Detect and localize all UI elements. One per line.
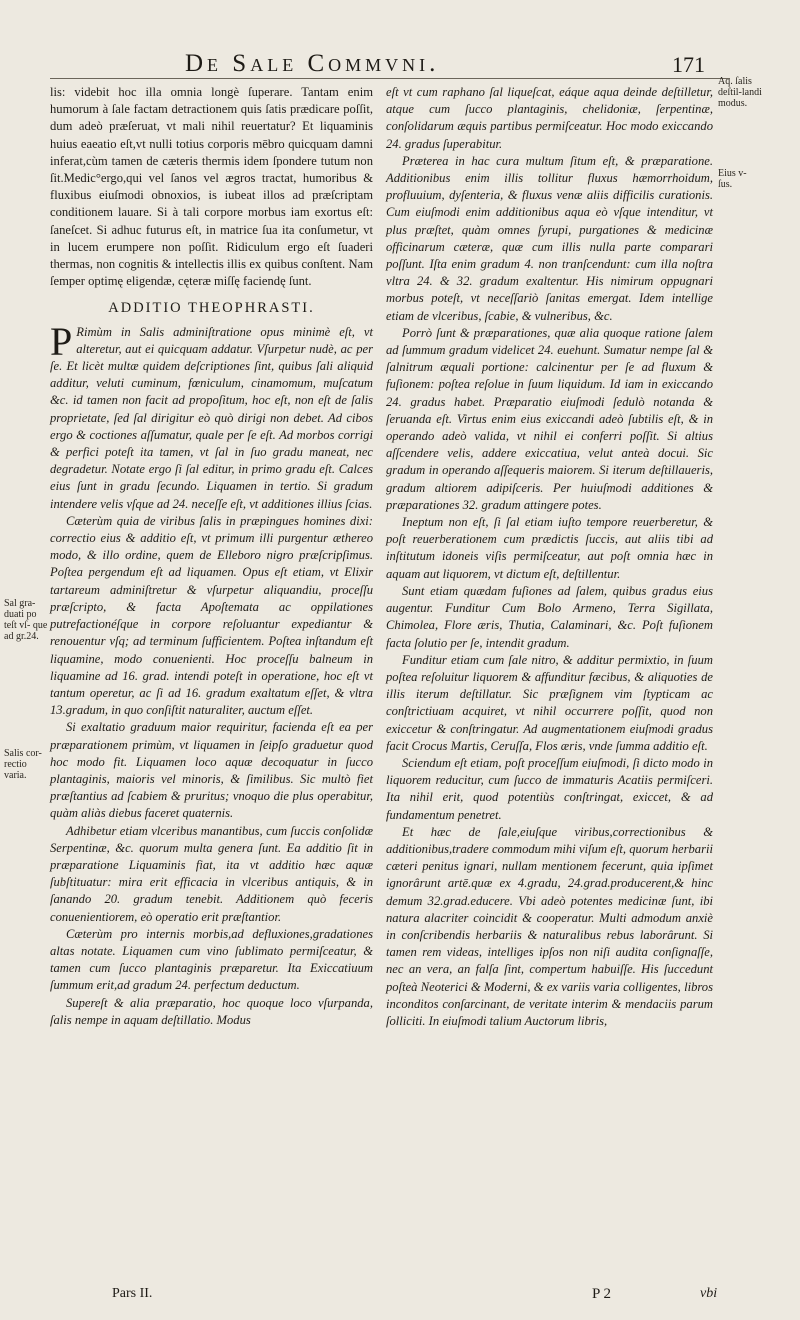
header-rule bbox=[50, 78, 730, 79]
left-paragraph-6: Cæterùm pro internis morbis,ad defluxiones,gradationes altas notate. Liquamen cum vino ſublimato permiſceatur, & tamen cum ſucco plantaginis præparetur. Ita Exiccatiuum ſummum erit,ad gradum 24. perfectum deductum. bbox=[50, 926, 373, 993]
running-title: De Sale Commvni. bbox=[185, 50, 440, 77]
right-paragraph-2: Præterea in hac cura multum ſitum eſt, & præparatione. Additionibus enim illis tollitur fluxus hæmorrhoidum, profluuium, dyſenteria, & fluxus venæ aliis difficilis curationis. Cum eiuſmodi enim additionibus aqua eò vſque intenditur, vt plus præſtet, quàm omnes ſyrupi, purgationes & medicinæ officinarum cæteræ, quæ cum illis nulla parte comparari poſſunt. Iſta enim gradum 4. non tranſcendunt: cum illa noſtra vltra 24. & 32. gradum exaltentur. His nimirum oppugnari morbus poteſt, vt neceſſariò ſanitas emergat. Idem intellige etiam de vlceribus, ſcabie, & vulneribus, &c. bbox=[386, 153, 713, 323]
page-number: 171 bbox=[672, 52, 705, 77]
page-header bbox=[0, 22, 800, 82]
left-paragraph-1: lis: videbit hoc illa omnia longè ſuperare. Tantam enim humorum à ſale factam detractionem quis ſatis prædicare poſſit, dum adeò præſeruat, vt mali nihil reuertatur? Et liquaminis huius eaeatio eſt,vt nulli totius corporis mēbro quicquam damni inferat,cùm tamen de cæteris thermis idem ſpondere tutum non ſit.Medic°ergo,qui vel ſanos vel ægros tractat, humoribus & fluxibus eiuſmodi obnoxios, is iubeat illos ad præſcriptam conditionem lauare. Si à tali corpore morbus iam exortus eſt: ſaneſcet. Si adhuc futurus eſt, in matrice ſua ita conſumetur, vt in lucem erumpere non poſſit. Ridiculum ergo eſt ſuaderi thermas, non cognitis & intellectis illis ex quibus conſtent. Nam ſemper optimę eligendæ, cęteræ miſſę faciendę ſunt. bbox=[50, 85, 373, 289]
left-paragraph-5: Adhibetur etiam vlceribus manantibus, cum ſuccis conſolidæ Serpentinæ, &c. quorum multa genera ſunt. Ea additio ſit in præparatione Liquaminis fiat, ita vt additio hæc aquæ ſubſtituatur: mira erit efficacia in vlceribus antiquis, & in ſanando 20. gradum tenebit. Additionem quò feceris conuenientiorem, eò operatio erit præſtantior. bbox=[50, 823, 373, 924]
left-column bbox=[50, 84, 373, 1029]
left-paragraph-2 bbox=[50, 318, 373, 513]
right-paragraph-5: Sunt etiam quædam fuſiones ad ſalem, quibus gradus eius augentur. Funditur Cum Bolo Armeno, Terra Sigillata, Chimolea, Flore æris, Thutia, Calaminari, &c. Poſt fuſionem facta ſolutio per ſe, intendit gradum. bbox=[386, 583, 713, 650]
right-paragraph-3: Porrò ſunt & præparationes, quæ alia quoque ratione ſalem ad ſummum gradum videlicet 24. euehunt. Sumatur nempe ſal & ſalnitrum æquali portione: calcinentur per ſe ad fluxum & fuſionem: poſtea reſolue in ſuum liquidum. Id iam in exiccando 24. gradus habet. Præparatio eiuſmodi ſedulò notanda & ſeruanda eſt. Virtus enim eius exiccandi adeò ſubtilis eſt, & in operando adeò valida, vt nihil ei conferri poſſit. Si altius aſſcendere velis, addere exiccatiua, velut anteà docui. Sic gradum in operando aſſequeris maiorem. Si iterum deſtillaueris, gradum altiorem adipiſceris. Per huiuſmodi additiones & præparationes 32. gradum attingere potes. bbox=[386, 325, 713, 512]
part-signature: Pars II. bbox=[112, 1286, 153, 1301]
drop-cap: P bbox=[50, 318, 73, 364]
left-paragraph-2-text: Rimùm in Salis adminiſtratione opus minimè eſt, vt alteretur, aut ei quicquam addatur. Vſurpetur nudè, ac per ſe. Et licèt multæ quidem deſcriptiones ſint, quibus ſali aliquid additur, veluti cuminum, fœniculum, cinamomum, muſcatum &c. id tamen non facit ad propoſitum, hoc eſt, non eſt de ſalis proprietate, ſed ſal dirigitur eò quò dirigi non debet. Ad cibos ergo & coctiones aſſumatur, quale per ſe eſt. Ad morbos corrigi & perfici poteſt ita tamen, vt ſal in ſuo gradu maneat, nec degradetur. Notate ergo ſi ſal editur, in primo gradu eſt. Calces eius ſunt in gradu ſecundo. Liquamen in tertio. Si gradum intendere velis vſque ad 24. neceſſe eſt, vt additiones illius ſcias. bbox=[50, 324, 373, 511]
margin-note-right-mid: Eius v- ſus. bbox=[718, 168, 747, 190]
right-paragraph-1: eſt vt cum raphano ſal liqueſcat, eáque aqua deinde deſtilletur, atque cum ſucco plantaginis, chelidoniæ, ſerpentinæ, conſolidarum æquis partibus permiſceatur. Hoc modo exiccando 24. gradus ſuperabitur. bbox=[386, 85, 713, 151]
left-paragraph-7: Supereſt & alia præparatio, hoc quoque loco vſurpanda, ſalis nempe in aquam deſtillatio. Modus bbox=[50, 995, 373, 1027]
margin-note-left-grades: Sal gra- duati po teſt vſ- que ad gr.24. bbox=[4, 598, 48, 642]
right-paragraph-8: Et hæc de ſale,eiuſque viribus,correctionibus & additionibus,tradere commodum mihi viſum eſt, quorum herbarii cæteri penitus ignari, nullam mentionem fecerunt, quia ipſimet ignorârunt artē.quæ ex 4.gradu, 24.grad.producerent,& hinc demum 32.grad.educere. Vbi adeò potentes medicinæ ſunt, ibi natura alacriter coincidit & cooperatur. Multi admodum anxiè in conſcribendis herbariis & naturalibus rebus laborârunt. Si tamen rem videas, intelliges ipſos non niſi audita conſignaſſe, nec an vera, an falſa ſint, compertum habuiſſe. His ſuccedunt poſteà Neoterici & Moderni, & ex variis varia colligentes, libros inconditos conſarcinant, de veritate interim & mendaciis parum ſolliciti. In eiuſmodi talium Auctorum libris, bbox=[386, 824, 713, 1028]
catchword: vbi bbox=[700, 1286, 718, 1301]
gathering-signature: P 2 bbox=[592, 1286, 612, 1302]
margin-note-left-correction: Salis cor- rectio varia. bbox=[4, 748, 42, 781]
right-paragraph-4: Ineptum non eſt, ſi ſal etiam iuſto tempore reuerberetur, & poſt reuerberationem cum prædictis ſuccis, aut aliis tibi ad inſtitutum idoneis viſis permiſceatur, aut poſt omnia hæc in aquam aut liquorem, vt dictum eſt, deſtillentur. bbox=[386, 515, 713, 581]
section-heading: ADDITIO THEOPHRASTI. bbox=[108, 300, 315, 317]
right-paragraph-7: Sciendum eſt etiam, poſt proceſſum eiuſmodi, ſi dicto modo in liquorem reducitur, cum ſucco de immaturis Acatiis permiſceri. Ita nihil erit, quod potentiùs conſtringat, exiccet, & ad fundamentum penetret. bbox=[386, 755, 713, 822]
right-paragraph-6: Funditur etiam cum ſale nitro, & additur permixtio, in ſuum poſtea reſoluitur liquorem & affunditur fæcibus, & aliquoties de illis iterum deſtillatur. Sic præſignem vim ſtypticam ac conſtrictiuam acquiret, vt nihil occurrere poſſit, quod non exiccetur & conſtringatur. Ad augmentationem eiuſmodi gradus facit Crocus Martis, Ceruſſa, Flos æris, vnde ſumma additio eſt. bbox=[386, 652, 713, 753]
left-paragraph-4: Si exaltatio graduum maior requiritur, facienda eſt ea per præparationem primùm, vt liquamen in ſeipſo graduetur quod hoc modo fit. Liquamen loco aquæ decoquatur in ſucco plantaginis, maioris vel minoris, & ſimilibus. Sic multò fiet præſtantius ad ſcabiem & pruritus; vnoquo die plus operabitur, quàm aliàs diebus faceret quaternis. bbox=[50, 720, 373, 821]
right-column bbox=[386, 84, 713, 1030]
margin-note-right-top: Aq. ſalis deſtil-landi modus. bbox=[718, 76, 762, 109]
left-paragraph-3: Cæterùm quia de viribus ſalis in præpingues homines dixi: correctio eius & additio eſt, vt primum illi purgentur æthereo modo, & illo ordine, quem de Elleboro nigro præſcripſimus. Poſtea pergendum eſt ad liquamen. Opus eſt etiam, vt Elixir tartareum adminiſtretur & vſurpetur aliquandiu, proceſſu præſcripto, & facta Apoſtemata ac oppilationes putrefactionéſque in corpore reſoluantur expediantur & renouentur vſq; ad terminum ſufficientem. Poſtea inſtandum eſt liquamine, modo conuenienti. Hoc proceſſu balneum in liquamine ad 16. grad. intendi poteſt in operatione, hoc eſt vt tantum operetur, ac ſi ad 16. gradum exaltatum eſſet, & vltra 13.gradum, in quo conſiſtit naturaliter, auctum eſſet. bbox=[50, 513, 373, 718]
